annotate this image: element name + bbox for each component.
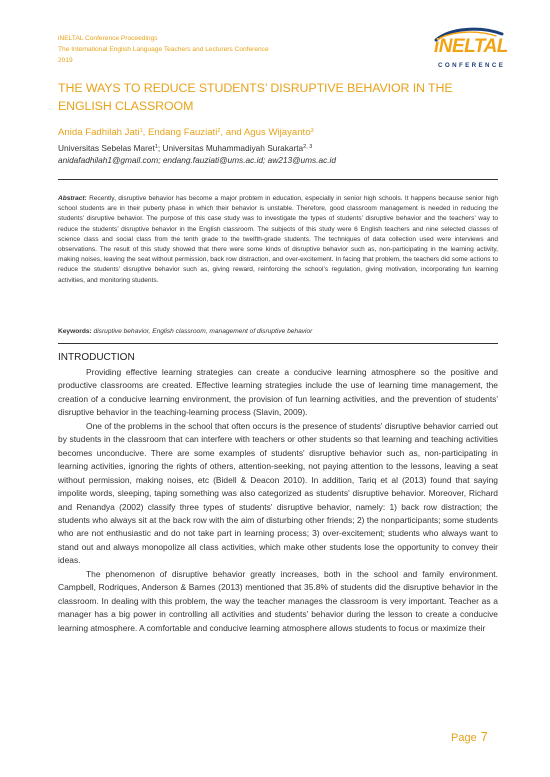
page-label: Page <box>451 732 477 744</box>
page-number <box>451 730 488 744</box>
introduction-body <box>58 366 498 635</box>
body-paragraph: One of the problems in the school that often occurs is the presence of students' disruptive behavior carried out by students in the classroom that can interfere with teachers or other students so that learning and teaching activities becomes unconducive. There are some examples of students' disruptive behavior such as, non-participating in learning activities, ignoring the rights of others, attention-seeking, not paying attention to the lessons, leaving a seat without permission, making noises, etc (Bidell & Deacon 2010). In addition, Tariq et al (2013) found that saying impolite words, sleeping, taping something was also categorized as students' disruptive behavior. Moreover, Richard and Renandya (2002) classify three types of students' disruptive behavior, namely: 1) back row distraction; the students who always sit at the back row with the aim of disturbing other friends; 2) the nonparticipants; some students who are not enthusiastic and do not take part in learning process; 3) over-excitement; students who always want to stand out and always monopolize all class activities, which make other students lose the opportunity to convey their ideas. <box>58 420 498 566</box>
body-paragraph: The phenomenon of disruptive behavior greatly increases, both in the school and family environment. Campbell, Rodriques, Anderson & Barnes (2013) mentioned that 35.8% of students did the disruptive behavior in the classroom. In dealing with this problem, the way the teacher manages the classroom is very important. Teacher as a manager has a big power in controlling all activities and students' behavior during the lesson to create a conducive learning atmosphere. A comfortable and conducive learning atmosphere allows students to focus or maximize their <box>58 568 498 633</box>
abstract <box>58 194 498 286</box>
conference-name: The International English Language Teachers and Lecturers Conference <box>58 46 269 53</box>
author-name: Anida Fadhilah Jati <box>58 127 140 138</box>
proceedings-name: iNELTAL Conference Proceedings <box>58 35 158 42</box>
page-number-value: 7 <box>480 730 488 744</box>
keywords <box>58 328 312 335</box>
abstract-text: Recently, disruptive behavior has become a major problem in education, especially in senior high schools. It happens because senior high school students are in their puberty phase in which their behavior is unstable. Therefore, good classroom management is needed in reducing the students’ disruptive behavior. The purpose of this case study was to investigate the types of students’ disruptive behavior and the teachers’ way to reduce the students’ disruptive behavior in the English classroom. The subjects of this study were 6 English teachers and nine selected classes of science class and social class from the tenth grade to the twelfth-grade students. The techniques of data collection used were interviews and observations. The result of this study showed that there were some kinds of disruptive behavior such as, non-participating in the learning activity, making noises, leaving the seat without permission, back row distraction, and over-excitement. In facing that problem, the teachers did some actions to reduce the students’ disruptive behavior such as, giving reward, reinforcing the school’s regulation, giving motivation, incorporating fun learning activities, and monitoring students. <box>58 195 498 284</box>
abstract-top-divider <box>58 179 498 180</box>
section-heading-introduction: INTRODUCTION <box>58 352 135 363</box>
author-name: Agus Wijayanto <box>243 127 311 138</box>
abstract-label: Abstract: <box>58 195 87 202</box>
author-list: Anida Fadhilah Jati$^1$, Endang Fauziati$^2$, and Agus Wijayanto$^3$ <box>58 127 314 138</box>
author-name: Endang Fauziati <box>148 127 218 138</box>
conference-year: 2019 <box>58 57 73 64</box>
paper-title: THE WAYS TO REDUCE STUDENTS’ DISRUPTIVE BEHAVIOR IN THE ENGLISH CLASSROOM <box>58 81 453 113</box>
body-paragraph: Providing effective learning strategies can create a conducive learning atmosphere so the positive and productive classrooms are created. Effective learning strategies include the use of learning time management, the creation of a conducive learning environment, the provision of fun learning activities, and the prevention of students' disruptive behavior in the teaching-learning process (Slavin, 2009). <box>58 367 498 418</box>
proceedings-header <box>58 33 398 66</box>
abstract-bottom-divider <box>58 343 498 344</box>
logo-subtitle: CONFERENCE <box>438 62 506 69</box>
logo-wordmark: iNELTAL <box>434 36 508 57</box>
affiliations: Universitas Sebelas Maret$^1$; Universitas Muhammadiyah Surakarta$^{2, 3}$ <box>58 143 313 153</box>
keywords-text: disruptive behavior, English classroom, management of disruptive behavior <box>91 328 313 335</box>
keywords-label: Keywords: <box>58 328 92 335</box>
author-emails: anidafadhilah1@gmail.com; endang.fauziati@ums.ac.id; aw213@ums.ac.id <box>58 155 337 165</box>
conference-logo <box>428 26 510 72</box>
